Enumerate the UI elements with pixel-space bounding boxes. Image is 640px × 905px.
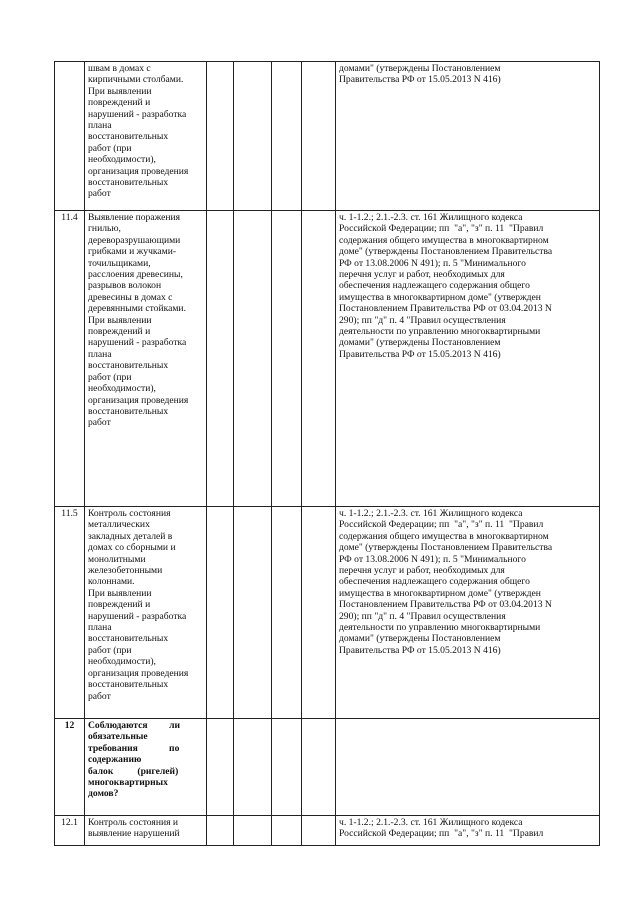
document-table: [54, 61, 600, 846]
table-row: [55, 507, 600, 719]
table-row: [55, 816, 600, 846]
text-line: доме" (утверждены Постановлением Правительства: [339, 542, 553, 554]
note-cell: [302, 816, 336, 846]
text-line: выявление нарушений: [88, 828, 180, 840]
text-line: Правительства РФ от 15.05.2013 N 416): [339, 74, 501, 86]
text-line: повреждений и: [88, 326, 151, 338]
requirement-description: [85, 507, 207, 719]
text-line: При выявлении: [88, 587, 152, 599]
text-line: содержания общего имущества в многоквартирном: [339, 234, 549, 246]
text-line: повреждений и: [88, 599, 151, 611]
text-line: плана: [88, 622, 112, 634]
text-line: Постановлением Правительства РФ от 03.04.2013 N: [339, 599, 552, 611]
answer-no-cell: [234, 211, 272, 507]
note-cell: [302, 211, 336, 507]
text-line: ч. 1-1.2.; 2.1.-2.3. ст. 161 Жилищного кодекса: [339, 508, 523, 519]
text-line: домами" (утверждены Постановлением: [339, 337, 501, 349]
legal-reference: [336, 816, 600, 846]
note-cell: [302, 62, 336, 211]
text-line: работ (при: [88, 371, 132, 383]
text-line: При выявлении: [88, 85, 152, 97]
text-line: работ: [88, 188, 111, 200]
text-line: обязательные: [88, 731, 148, 743]
text-line: плана: [88, 348, 112, 360]
text-line: 290); пп "д" п. 4 "Правил осуществления: [339, 314, 506, 326]
text-line: балок (ригелей): [88, 765, 179, 777]
text-line: нарушений - разработка: [88, 337, 187, 349]
text-line: имущества в многоквартирном доме" (утвержден: [339, 291, 541, 303]
text-line: восстановительных: [88, 405, 169, 417]
legal-reference: [336, 62, 600, 211]
answer-yes-cell: [207, 507, 234, 719]
text-line: домов?: [88, 788, 119, 800]
text-line: Соблюдаются ли: [88, 720, 181, 731]
text-line: Контроль состояния: [88, 508, 171, 519]
text-line: нарушений - разработка: [88, 108, 187, 120]
text-line: восстановительных: [88, 131, 169, 143]
legal-reference: [336, 211, 600, 507]
text-line: гнилью,: [88, 223, 121, 235]
answer-no-cell: [234, 816, 272, 846]
table-row: [55, 719, 600, 816]
text-line: имущества в многоквартирном доме" (утвержден: [339, 587, 541, 599]
requirement-description: [85, 62, 207, 211]
row-number: 12.1: [55, 816, 85, 846]
text-line: монолитными: [88, 553, 146, 565]
text-line: содержанию: [88, 754, 142, 766]
text-line: перечня услуг и работ, необходимых для: [339, 269, 505, 281]
text-line: При выявлении: [88, 314, 152, 326]
text-line: организация проведения: [88, 165, 189, 177]
text-line: Российской Федерации; пп "а", "з" п. 11 "Правил: [339, 223, 544, 235]
answer-na-cell: [272, 719, 302, 816]
text-line: швам в домах с: [88, 63, 151, 74]
text-line: деревянными стойками.: [88, 303, 186, 315]
section-question: [85, 719, 207, 816]
text-line: домах со сборными и: [88, 542, 176, 554]
text-line: Российской Федерации; пп "а", "з" п. 11 "Правил: [339, 828, 544, 840]
answer-yes-cell: [207, 211, 234, 507]
text-line: железобетонными: [88, 565, 163, 577]
text-line: необходимости),: [88, 383, 156, 395]
text-line: грибками и жучками-: [88, 246, 177, 258]
table-row: [55, 211, 600, 507]
requirement-description: [85, 816, 207, 846]
row-number: 12: [55, 719, 85, 816]
answer-yes-cell: [207, 62, 234, 211]
text-line: многоквартирных: [88, 777, 168, 789]
legal-reference: [336, 507, 600, 719]
answer-na-cell: [272, 507, 302, 719]
text-line: древесины в домах с: [88, 291, 173, 303]
text-line: нарушений - разработка: [88, 610, 187, 622]
text-line: необходимости),: [88, 154, 156, 166]
text-line: работ: [88, 417, 111, 429]
text-line: колоннами.: [88, 576, 135, 588]
text-line: Правительства РФ от 15.05.2013 N 416): [339, 644, 501, 656]
text-line: дереворазрушающими: [88, 234, 181, 246]
text-line: РФ от 13.08.2006 N 491); п. 5 "Минимального: [339, 553, 526, 565]
text-line: Контроль состояния и: [88, 817, 179, 828]
answer-na-cell: [272, 211, 302, 507]
text-line: восстановительных: [88, 177, 169, 189]
text-line: работ (при: [88, 644, 132, 656]
text-line: обеспечения надлежащего содержания общего: [339, 280, 530, 292]
text-line: деятельности по управлению многоквартирными: [339, 326, 541, 338]
row-number: 11.5: [55, 507, 85, 719]
text-line: доме" (утверждены Постановлением Правительства: [339, 246, 553, 258]
text-line: восстановительных: [88, 679, 169, 691]
text-line: точильщиками,: [88, 257, 151, 269]
text-line: повреждений и: [88, 97, 151, 109]
text-line: необходимости),: [88, 656, 156, 668]
table-row: [55, 62, 600, 211]
requirement-description: [85, 211, 207, 507]
row-number: [55, 62, 85, 211]
answer-na-cell: [272, 816, 302, 846]
text-line: перечня услуг и работ, необходимых для: [339, 565, 505, 577]
text-line: ч. 1-1.2.; 2.1.-2.3. ст. 161 Жилищного кодекса: [339, 212, 523, 223]
text-line: работ (при: [88, 142, 132, 154]
text-line: Постановлением Правительства РФ от 03.04.2013 N: [339, 303, 552, 315]
text-line: содержания общего имущества в многоквартирном: [339, 530, 549, 542]
text-line: обеспечения надлежащего содержания общего: [339, 576, 530, 588]
text-line: металлических: [88, 519, 150, 531]
text-line: Российской Федерации; пп "а", "з" п. 11 "Правил: [339, 519, 544, 531]
text-line: Правительства РФ от 15.05.2013 N 416): [339, 348, 501, 360]
text-line: разрывов волокон: [88, 280, 162, 292]
row-number: 11.4: [55, 211, 85, 507]
text-line: организация проведения: [88, 667, 189, 679]
note-cell: [302, 719, 336, 816]
text-line: РФ от 13.08.2006 N 491); п. 5 "Минимального: [339, 257, 526, 269]
text-line: требования по: [88, 742, 180, 754]
legal-reference: [336, 719, 600, 816]
answer-no-cell: [234, 507, 272, 719]
answer-yes-cell: [207, 816, 234, 846]
text-line: расслоения древесины,: [88, 269, 183, 281]
note-cell: [302, 507, 336, 719]
text-line: домами" (утверждены Постановлением: [339, 63, 501, 74]
answer-no-cell: [234, 719, 272, 816]
answer-na-cell: [272, 62, 302, 211]
text-line: ч. 1-1.2.; 2.1.-2.3. ст. 161 Жилищного кодекса: [339, 817, 523, 828]
text-line: восстановительных: [88, 360, 169, 372]
text-line: 290); пп "д" п. 4 "Правил осуществления: [339, 610, 506, 622]
text-line: деятельности по управлению многоквартирными: [339, 622, 541, 634]
text-line: плана: [88, 120, 112, 132]
text-line: Выявление поражения: [88, 212, 181, 223]
answer-no-cell: [234, 62, 272, 211]
answer-yes-cell: [207, 719, 234, 816]
text-line: закладных деталей в: [88, 530, 173, 542]
text-line: организация проведения: [88, 394, 189, 406]
text-line: работ: [88, 690, 111, 702]
text-line: восстановительных: [88, 633, 169, 645]
text-line: домами" (утверждены Постановлением: [339, 633, 501, 645]
text-line: кирпичными столбами.: [88, 74, 184, 86]
